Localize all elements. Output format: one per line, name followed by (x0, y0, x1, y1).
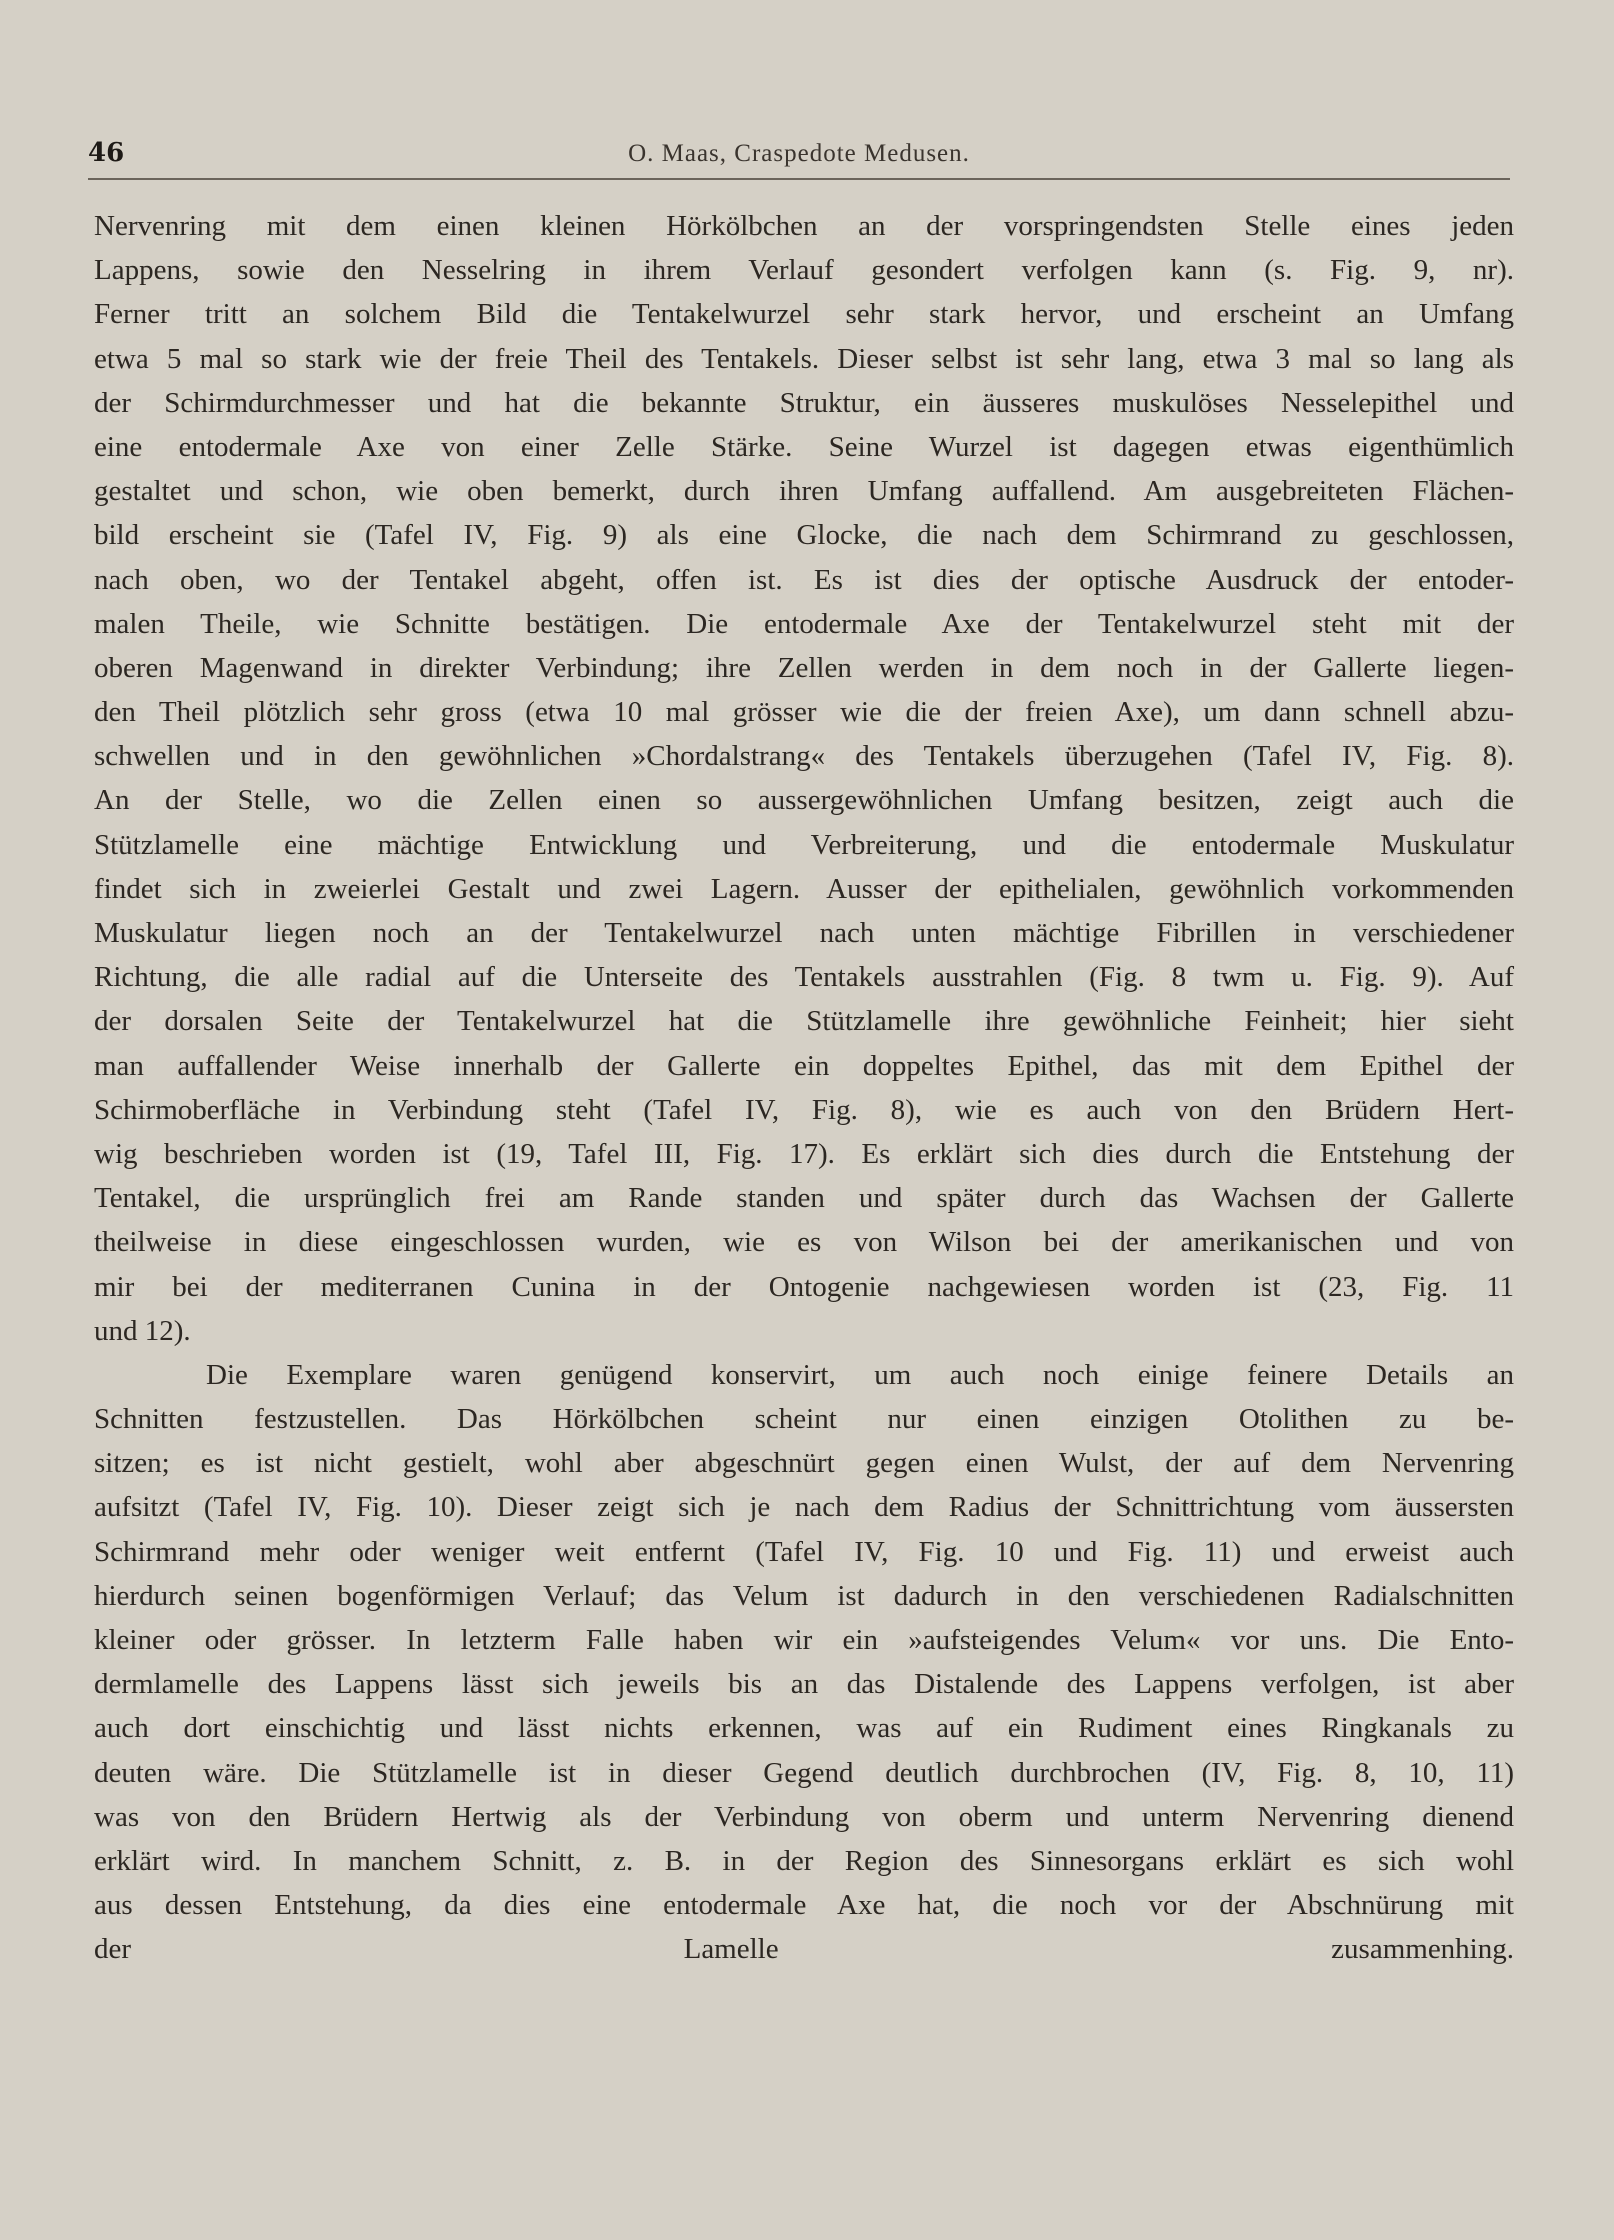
text-line: sitzen; es ist nicht gestielt, wohl aber abgeschnürt gegen einen Wulst, der auf dem Nervenring (94, 1447, 1514, 1480)
text-line: Schnitten festzustellen. Das Hörkölbchen scheint nur einen einzigen Otolithen zu be- (94, 1403, 1514, 1436)
text-line: wig beschrieben worden ist (19, Tafel III, Fig. 17). Es erklärt sich dies durch die Entstehung der (94, 1137, 1514, 1170)
page-header (88, 138, 1510, 172)
text-line: der Schirmdurchmesser und hat die bekannte Struktur, ein äusseres muskulöses Nesselepithel und (94, 386, 1514, 419)
text-line: eine entodermale Axe von einer Zelle Stärke. Seine Wurzel ist dagegen etwas eigenthümlich (94, 430, 1514, 463)
text-line: etwa 5 mal so stark wie der freie Theil des Tentakels. Dieser selbst ist sehr lang, etwa 3 mal so lang als (94, 342, 1514, 375)
text-line: Stützlamelle eine mächtige Entwicklung und Verbreiterung, und die entodermale Muskulatur (94, 828, 1514, 861)
text-line: man auffallender Weise innerhalb der Gallerte ein doppeltes Epithel, das mit dem Epithel der (94, 1049, 1514, 1082)
text-line: malen Theile, wie Schnitte bestätigen. Die entodermale Axe der Tentakelwurzel steht mit der (94, 607, 1514, 640)
header-rule (88, 178, 1510, 180)
text-line: kleiner oder grösser. In letzterm Falle haben wir ein »aufsteigendes Velum« vor uns. Die Ento- (94, 1624, 1514, 1656)
text-line: Muskulatur liegen noch an der Tentakelwurzel nach unten mächtige Fibrillen in verschiedener (94, 917, 1514, 949)
text-line: dermlamelle des Lappens lässt sich jeweils bis an das Distalende des Lappens verfolgen, ist aber (94, 1668, 1514, 1701)
text-line: nach oben, wo der Tentakel abgeht, offen ist. Es ist dies der optische Ausdruck der entoder- (94, 563, 1514, 596)
page-number: 46 (88, 138, 125, 168)
text-line: oberen Magenwand in direkter Verbindung; ihre Zellen werden in dem noch in der Gallerte liegen- (94, 651, 1514, 684)
text-line: theilweise in diese eingeschlossen wurden, wie es von Wilson bei der amerikanischen und von (94, 1226, 1514, 1259)
text-line: mir bei der mediterranen Cunina in der Ontogenie nachgewiesen worden ist (23, Fig. 11 (94, 1270, 1514, 1303)
text-line: Tentakel, die ursprünglich frei am Rande standen und später durch das Wachsen der Gallerte (94, 1182, 1514, 1215)
text-line: was von den Brüdern Hertwig als der Verbindung von oberm und unterm Nervenring dienend (94, 1800, 1514, 1833)
text-line: aus dessen Entstehung, da dies eine entodermale Axe hat, die noch vor der Abschnürung mit (94, 1889, 1514, 1922)
text-line: schwellen und in den gewöhnlichen »Chordalstrang« des Tentakels überzugehen (Tafel IV, Fig. 8). (94, 740, 1514, 773)
text-line: Ferner tritt an solchem Bild die Tentakelwurzel sehr stark hervor, und erscheint an Umfang (94, 298, 1514, 331)
text-line: auch dort einschichtig und lässt nichts erkennen, was auf ein Rudiment eines Ringkanals zu (94, 1712, 1514, 1745)
text-line: Schirmoberfläche in Verbindung steht (Tafel IV, Fig. 8), wie es auch von den Brüdern Hert- (94, 1093, 1514, 1126)
text-line: Richtung, die alle radial auf die Unterseite des Tentakels ausstrahlen (Fig. 8 twm u. Fig. 9). Auf (94, 961, 1514, 994)
text-line: Lappens, sowie den Nesselring in ihrem Verlauf gesondert verfolgen kann (s. Fig. 9, nr). (94, 254, 1514, 287)
text-line: deuten wäre. Die Stützlamelle ist in dieser Gegend deutlich durchbrochen (IV, Fig. 8, 10, 11) (94, 1756, 1514, 1789)
text-line: Nervenring mit dem einen kleinen Hörkölbchen an der vorspringendsten Stelle eines jeden (94, 210, 1514, 242)
text-line (94, 1972, 1514, 2016)
text-line: erklärt wird. In manchem Schnitt, z. B. in der Region des Sinnesorgans erklärt es sich wohl (94, 1844, 1514, 1877)
text-line: gestaltet und schon, wie oben bemerkt, durch ihren Umfang auffallend. Am ausgebreiteten Flächen- (94, 475, 1514, 508)
text-line: und 12). (94, 1314, 191, 1347)
running-head: O. Maas, Craspedote Medusen. (628, 140, 970, 167)
body-text (94, 204, 1514, 2016)
text-line: Die Exemplare waren genügend konservirt, um auch noch einige feinere Details an (206, 1358, 1514, 1391)
text-line: An der Stelle, wo die Zellen einen so aussergewöhnlichen Umfang besitzen, zeigt auch die (94, 784, 1514, 817)
text-line: den Theil plötzlich sehr gross (etwa 10 mal grösser wie die der freien Axe), um dann schnell abzu- (94, 696, 1514, 729)
text-line: findet sich in zweierlei Gestalt und zwei Lagern. Ausser der epithelialen, gewöhnlich vorkommenden (94, 872, 1514, 905)
text-line: bild erscheint sie (Tafel IV, Fig. 9) als eine Glocke, die nach dem Schirmrand zu geschlossen, (94, 519, 1514, 552)
text-line: aufsitzt (Tafel IV, Fig. 10). Dieser zeigt sich je nach dem Radius der Schnittrichtung vom äussersten (94, 1491, 1514, 1524)
text-line: der Lamelle zusammenhing. (94, 1933, 1514, 1966)
text-line: hierdurch seinen bogenförmigen Verlauf; das Velum ist dadurch in den verschiedenen Radialschnitten (94, 1579, 1514, 1612)
text-line: Schirmrand mehr oder weniger weit entfernt (Tafel IV, Fig. 10 und Fig. 11) und erweist auch (94, 1535, 1514, 1568)
text-line: der dorsalen Seite der Tentakelwurzel hat die Stützlamelle ihre gewöhnliche Feinheit; hier sieht (94, 1005, 1514, 1038)
